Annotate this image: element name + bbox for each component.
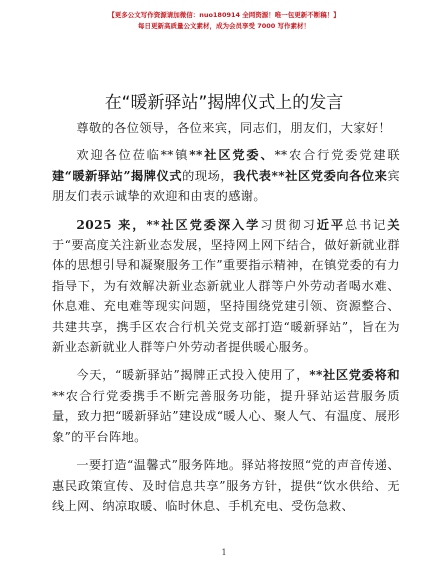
- bold-text-run: 近平: [316, 217, 346, 232]
- bold-text-run: **社区党委将: [309, 368, 388, 383]
- document-body: [52, 118, 400, 524]
- welcome-paragraph: [52, 145, 400, 206]
- promo-banner-line-2: 每日更新高质量公文素材，成为会员享受 7000 写作素材！: [137, 22, 311, 30]
- bold-text-run: 建“暖新驿站”揭牌仪式: [52, 168, 183, 183]
- text-run: 总书记: [345, 217, 388, 232]
- greeting-paragraph: 尊敬的各位领导，各位来宾，同志们，朋友们，大家好！: [76, 121, 392, 135]
- text-run: 的现场，: [182, 168, 234, 183]
- text-run: 今天，“暖新驿站”揭牌正式投入使用了，: [76, 368, 310, 383]
- bold-text-run: 我代表**社区党委向各位来: [233, 168, 388, 183]
- text-run: 习贯彻习: [260, 217, 317, 232]
- bold-text-run: 和: [387, 368, 401, 383]
- bold-text-run: **社区党委、: [189, 148, 275, 163]
- promo-banner-line-1: 【更多公文写作资源请加微信：nuo180914 全网资源！唯一包更新不断稿！】: [108, 11, 340, 19]
- bold-text-run: 关: [387, 217, 400, 232]
- today-paragraph: [52, 365, 400, 447]
- document-title: 在“暖新驿站”揭牌仪式上的发言: [104, 93, 344, 113]
- background-paragraph: [52, 215, 400, 358]
- bold-text-run: 2025 来，**社区党委深入学: [76, 217, 261, 232]
- text-run: 欢迎各位莅临**镇: [76, 148, 190, 163]
- text-run: 宾朋友们表示诚挚的欢迎和由衷的感谢。: [52, 168, 401, 204]
- first-point-paragraph: 一要打造“温馨式”服务阵地。驿站将按照“党的声音传递、惠民政策宣传、及时信息共享”服务方针，提供“饮水供给、无线上网、纳凉取暖、临时休息、手机充电、受伤急救、: [52, 458, 400, 513]
- text-run: **农合行党委党建联: [274, 148, 401, 163]
- text-run: 于“要高度关注新业态发展，坚持网上网下结合，做好新就业群体的思想引导和凝聚服务工作”重要指示精神，在镇党委的有力指导下，为有效解决新业态新就业人群等户外劳动者喝水难、休息难、充电难等现实问题，坚持围绕党建引领、资源整合、共建共享，携手区农合行机关党支部打造“暖新驿站”，旨在为新业态新就业人群等户外劳动者提供暖心服务。: [52, 238, 400, 355]
- text-run: **农合行党委携手不断完善服务功能，提升驿站运营服务质量，致力把“暖新驿站”建设成“暖人心、聚人气、有温度、展形象”的平台阵地。: [52, 388, 400, 444]
- page-number: 1: [221, 548, 227, 557]
